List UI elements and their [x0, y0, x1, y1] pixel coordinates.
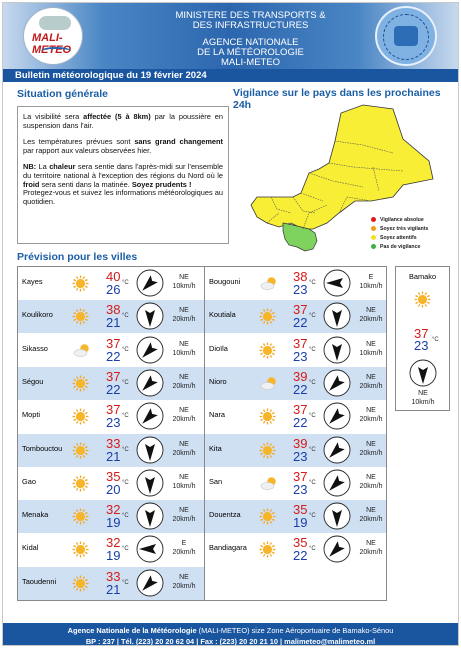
wind-speed: 10km/h — [359, 349, 383, 357]
degree-unit: °C — [122, 346, 129, 353]
city-name: Nara — [209, 410, 226, 420]
sunny-icon — [259, 308, 276, 325]
wind-speed: 20km/h — [172, 582, 196, 590]
degree-unit: °C — [122, 379, 129, 386]
wind-speed: 10km/h — [172, 349, 196, 357]
degree-unit: °C — [309, 346, 316, 353]
city-name: Nioro — [209, 376, 227, 386]
partly-cloudy-icon — [259, 375, 276, 392]
min-temperature: 22 — [293, 415, 308, 431]
wind-direction-icon — [136, 436, 164, 464]
forecast-row — [205, 500, 386, 533]
degree-unit: °C — [122, 413, 129, 420]
city-name: Tombouctou — [22, 443, 63, 453]
sunny-icon — [259, 342, 276, 359]
forecast-row — [18, 267, 204, 300]
sunny-icon — [72, 375, 89, 392]
city-name: Koulikoro — [22, 310, 53, 320]
partly-cloudy-icon — [259, 275, 276, 292]
city-name: Gao — [22, 476, 36, 486]
wind-direction-icon — [323, 402, 351, 430]
wind-direction-icon — [136, 469, 164, 497]
sunny-icon — [72, 508, 89, 525]
partly-cloudy-icon — [72, 342, 89, 359]
max-temperature: 37 — [293, 402, 308, 418]
max-temperature: 35 — [293, 535, 308, 551]
legend-item: Vigilance absolue — [371, 215, 428, 224]
ministry-name: MINISTERE DES TRANSPORTS & DES INFRASTRUCTURES — [175, 10, 326, 31]
min-temperature: 22 — [106, 381, 121, 397]
legend-dot-orange — [371, 226, 376, 231]
temperature-paragraph: Les températures prévues sont sans grand changement par rapport aux valeurs observées hier. — [23, 137, 224, 155]
sunny-icon — [72, 308, 89, 325]
wind-direction-icon — [323, 269, 351, 297]
wind-direction-icon — [136, 569, 164, 597]
wind-direction: NE — [179, 274, 189, 281]
republic-coat-of-arms-logo — [375, 6, 437, 66]
city-name: Kita — [209, 443, 222, 453]
wind-direction: NE — [179, 407, 189, 415]
vigilance-legend — [371, 215, 428, 251]
wind-direction: NE — [366, 440, 376, 448]
wind-direction-icon — [136, 269, 164, 297]
sunny-icon — [259, 408, 276, 425]
sunny-icon — [72, 408, 89, 425]
wind-speed: 20km/h — [172, 416, 196, 424]
sunny-icon — [72, 575, 89, 592]
city-name: Mopti — [22, 410, 41, 420]
forecast-row — [18, 367, 204, 400]
wind-speed: 10km/h — [359, 283, 383, 290]
wind-speed: 10km/h — [172, 482, 196, 490]
wind-speed: 20km/h — [172, 549, 196, 557]
max-temperature: 37 — [293, 468, 308, 484]
sunny-icon — [72, 442, 89, 459]
agency-name: AGENCE NATIONALE DE LA MÉTÉOROLOGIE MALI-METEO — [197, 37, 304, 68]
degree-unit: °C — [122, 513, 129, 520]
min-temperature: 21 — [106, 581, 121, 597]
max-temperature: 32 — [106, 502, 121, 518]
wind-direction: NE — [366, 473, 376, 481]
wind-direction: NE — [366, 307, 376, 315]
city-name: Bougouni — [209, 277, 241, 286]
wind-speed: 20km/h — [359, 549, 383, 557]
city-name: Bandiagara — [209, 543, 247, 553]
degree-unit: °C — [309, 413, 316, 420]
sunny-icon — [259, 442, 276, 459]
min-temperature: 19 — [293, 515, 308, 531]
degree-unit: °C — [309, 446, 316, 453]
wind-direction: NE — [366, 507, 376, 515]
footer-contact: BP : 237 | Tél. (223) 20 20 62 04 | Fax : (223) 20 20 21 10 | malimeteo@malimeteo.ml — [85, 637, 376, 646]
wind-speed: 20km/h — [172, 382, 196, 390]
city-name: Kayes — [22, 277, 43, 286]
forecast-row — [205, 467, 386, 500]
wind-speed: 20km/h — [359, 449, 383, 457]
min-temperature: 23 — [293, 348, 308, 364]
city-name: Menaka — [22, 510, 49, 520]
bamako-forecast-box — [395, 266, 450, 411]
legend-dot-red — [371, 217, 376, 222]
max-temperature: 40 — [106, 269, 121, 284]
wind-speed: 20km/h — [359, 382, 383, 390]
wind-direction-icon — [323, 302, 351, 330]
sunny-icon — [72, 475, 89, 492]
forecast-table — [17, 266, 387, 601]
visibility-paragraph: La visibilité sera affectée (5 à 8km) par la poussière en suspension dans l'air. — [23, 112, 223, 130]
bamako-city-name: Bamako — [408, 272, 437, 281]
vigilance-title: Vigilance sur le pays dans les prochaines 24h — [233, 87, 441, 111]
max-temperature: 39 — [293, 368, 308, 384]
legend-item: Soyez très vigilants — [371, 224, 428, 233]
wind-direction: NE — [366, 340, 376, 348]
situation-title: Situation générale — [17, 88, 109, 100]
wind-direction: E — [181, 540, 187, 548]
max-temperature: 37 — [293, 335, 308, 351]
max-temperature: 33 — [106, 435, 121, 451]
degree-unit: °C — [309, 280, 316, 286]
degree-unit: °C — [122, 479, 129, 486]
wind-direction-icon — [136, 502, 164, 530]
min-temperature: 20 — [106, 481, 121, 497]
legend-dot-green — [371, 244, 376, 249]
forecast-row — [18, 400, 204, 433]
wind-speed: 20km/h — [172, 449, 196, 457]
min-temperature: 19 — [106, 515, 121, 531]
wind-direction-icon — [323, 535, 351, 563]
email-link[interactable]: malimeteo@malimeteo.ml — [284, 637, 376, 646]
note-paragraph: NB: La chaleur sera sentie dans l'après-midi sur l'ensemble du territoire national à l'exception des régions du Nord où le froid sera senti dans la matinée. Soyez prudents ! Protegez-vous et suivez les informations météorologiques au quotidien. — [23, 162, 223, 206]
forecast-row — [18, 434, 204, 467]
min-temperature: 23 — [293, 282, 308, 297]
wind-direction-icon — [136, 336, 164, 364]
wind-direction-icon — [136, 402, 164, 430]
sunny-icon — [414, 291, 431, 308]
wind-speed: 20km/h — [359, 482, 383, 490]
wind-direction-icon — [323, 502, 351, 530]
wind-direction: NE — [366, 540, 376, 548]
min-temperature: 21 — [106, 315, 121, 331]
sunny-icon — [72, 541, 89, 558]
wind-speed: 20km/h — [359, 316, 383, 324]
city-name: Koutiala — [209, 310, 236, 320]
degree-unit: °C — [309, 379, 316, 386]
degree-unit: °C — [309, 546, 316, 553]
forecast-row — [205, 434, 386, 467]
degree-unit: °C — [122, 546, 129, 553]
wind-direction-icon — [409, 359, 437, 387]
forecast-row — [205, 400, 386, 433]
degree-unit: °C — [122, 579, 129, 586]
degree-unit: °C — [309, 513, 316, 520]
wind-speed: 20km/h — [172, 316, 196, 324]
wind-direction: NE — [179, 440, 189, 448]
header — [3, 3, 458, 69]
max-temperature: 35 — [293, 502, 308, 518]
forecast-row — [18, 334, 204, 367]
wind-speed: 20km/h — [359, 516, 383, 524]
wind-direction-icon — [323, 336, 351, 364]
city-name: Ségou — [22, 376, 44, 386]
max-temperature: 37 — [106, 368, 121, 384]
forecast-row — [205, 334, 386, 367]
wind-speed: 10km/h — [172, 283, 196, 290]
wind-direction-icon — [136, 302, 164, 330]
legend-dot-yellow — [371, 235, 376, 240]
forecast-row — [18, 500, 204, 533]
wind-speed: 10km/h — [411, 399, 435, 406]
forecast-row — [18, 533, 204, 566]
max-temperature: 37 — [106, 335, 121, 351]
min-temperature: 19 — [106, 548, 121, 564]
wind-speed: 20km/h — [172, 516, 196, 524]
wind-direction-icon — [136, 369, 164, 397]
footer-address: Agence Nationale de la Météorologie (MALI-METEO) size Zone Aéroportuaire de Bamako-Sénou — [67, 626, 394, 635]
wind-speed: 20km/h — [359, 416, 383, 424]
min-temperature: 23 — [293, 448, 308, 464]
max-temperature: 38 — [293, 269, 308, 284]
wind-direction: NE — [179, 473, 189, 481]
city-name: Douentza — [209, 510, 241, 520]
bulletin-title: Bulletin météorologique du 19 février 2024 — [3, 69, 458, 82]
forecast-row — [18, 300, 204, 333]
wind-direction: NE — [179, 373, 189, 381]
degree-unit: °C — [432, 337, 439, 343]
forecast-row — [205, 367, 386, 400]
city-name: Taoudenni — [22, 576, 57, 586]
degree-unit: °C — [122, 313, 129, 320]
wind-direction-icon — [136, 535, 164, 563]
degree-unit: °C — [309, 313, 316, 320]
bulletin-page — [2, 2, 459, 646]
max-temperature: 32 — [106, 535, 121, 551]
situation-text-box — [17, 106, 229, 244]
max-temperature: 38 — [106, 302, 121, 318]
mali-meteo-logo: MALI-METEO — [23, 7, 83, 65]
min-temperature: 22 — [293, 548, 308, 564]
forecast-row — [18, 467, 204, 500]
legend-item: Soyez attentifs — [371, 233, 428, 242]
forecast-title: Prévision pour les villes — [17, 251, 138, 263]
city-name: San — [209, 476, 223, 486]
min-temperature: 23 — [414, 338, 429, 353]
min-temperature: 23 — [293, 481, 308, 497]
max-temperature: 39 — [293, 435, 308, 451]
forecast-row — [205, 300, 386, 333]
sunny-icon — [259, 508, 276, 525]
max-temperature: 35 — [106, 468, 121, 484]
max-temperature: 37 — [293, 302, 308, 318]
sunny-icon — [72, 275, 89, 292]
wind-direction: NE — [179, 340, 189, 348]
wind-direction-icon — [323, 436, 351, 464]
forecast-row — [18, 567, 204, 600]
min-temperature: 23 — [106, 415, 121, 431]
wind-direction: NE — [366, 407, 376, 415]
wind-direction-icon — [323, 469, 351, 497]
max-temperature: 33 — [106, 568, 121, 584]
degree-unit: °C — [122, 446, 129, 453]
wind-direction: E — [368, 274, 374, 281]
degree-unit: °C — [122, 280, 129, 286]
degree-unit: °C — [309, 479, 316, 486]
min-temperature: 22 — [293, 381, 308, 397]
partly-cloudy-icon — [259, 475, 276, 492]
min-temperature: 26 — [106, 282, 121, 297]
forecast-row — [205, 267, 386, 300]
wind-direction: NE — [418, 390, 428, 397]
sunny-icon — [259, 541, 276, 558]
legend-item: Pas de vigilance — [371, 242, 428, 251]
max-temperature: 37 — [414, 326, 429, 341]
min-temperature: 22 — [293, 315, 308, 331]
max-temperature: 37 — [106, 402, 121, 418]
wind-direction: NE — [179, 507, 189, 515]
footer — [3, 623, 458, 646]
wind-direction: NE — [179, 307, 189, 315]
city-name: Kidal — [22, 543, 39, 553]
min-temperature: 21 — [106, 448, 121, 464]
city-name: Dioïla — [209, 343, 228, 353]
wind-direction: NE — [366, 373, 376, 381]
min-temperature: 22 — [106, 348, 121, 364]
wind-direction: NE — [179, 573, 189, 581]
forecast-row — [205, 533, 386, 566]
wind-direction-icon — [323, 369, 351, 397]
city-name: Sikasso — [22, 343, 48, 353]
